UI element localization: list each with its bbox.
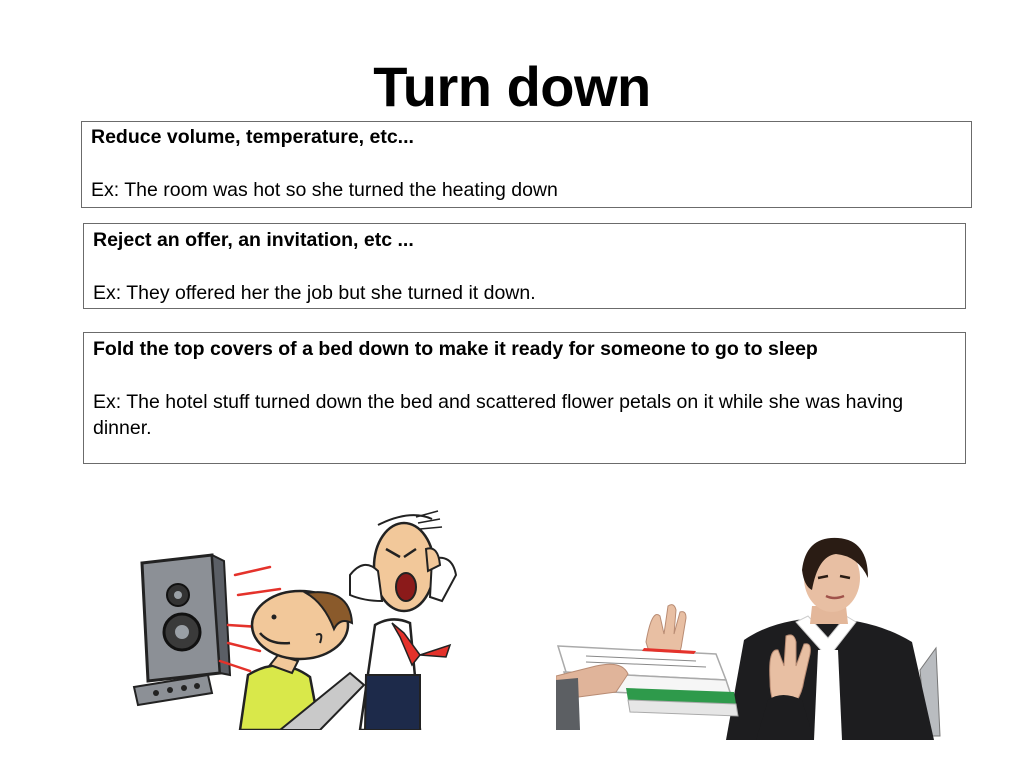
listener-figure: [240, 591, 364, 730]
slide-title: Turn down: [373, 55, 651, 118]
example-text: Ex: They offered her the job but she turned it down.: [93, 282, 536, 304]
definition-box-bed: [83, 332, 966, 464]
definition-text: Reduce volume, temperature, etc...: [91, 126, 414, 148]
definition-text: Fold the top covers of a bed down to make it ready for someone to go to sleep: [93, 338, 818, 360]
loud-music-cartoon-icon: [120, 505, 470, 730]
definition-box-reject: [83, 223, 966, 309]
annoyed-man-figure: [350, 511, 456, 730]
example-text: Ex: The room was hot so she turned the heating down: [91, 179, 558, 201]
speaker-icon: [134, 555, 230, 705]
definition-box-volume: [81, 121, 972, 208]
example-text: Ex: The hotel stuff turned down the bed and scattered flower petals on it while she was having dinner.: [93, 391, 904, 439]
woman-rejecting-papers-icon: [556, 530, 946, 740]
definition-text: Reject an offer, an invitation, etc ...: [93, 229, 414, 251]
